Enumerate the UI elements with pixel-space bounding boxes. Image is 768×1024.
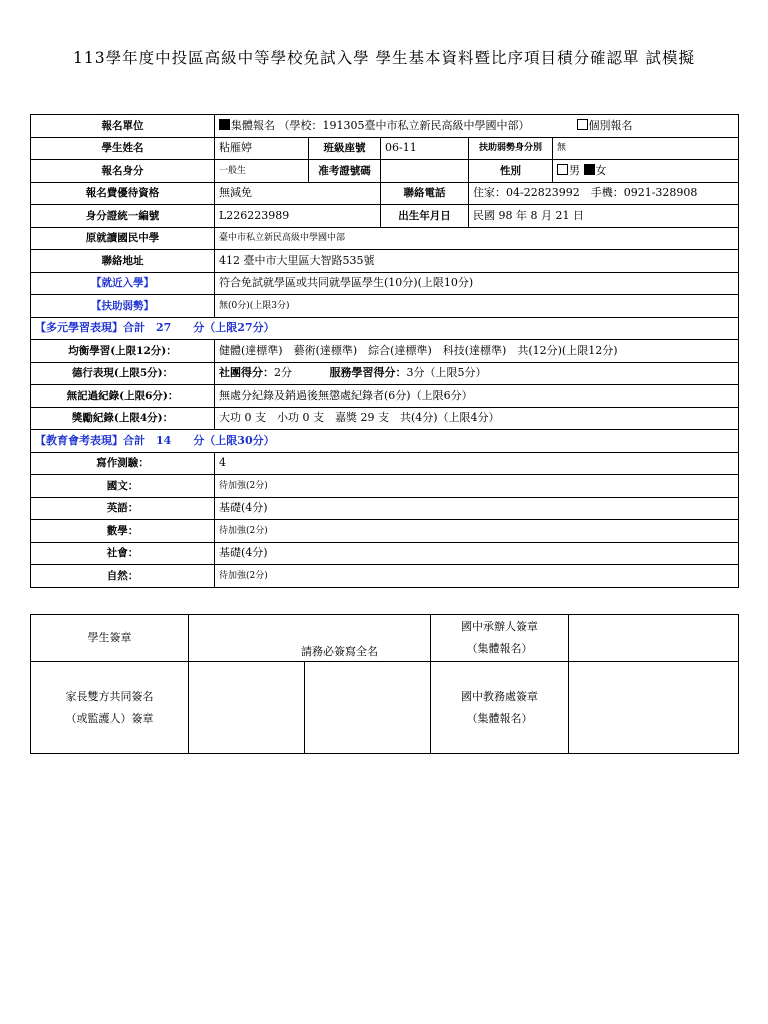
individual-label: 個別報名: [588, 119, 633, 133]
row-demerit: [31, 385, 739, 408]
male-label: 男: [569, 164, 580, 178]
handler-sign-line2: （集體報名）: [466, 642, 533, 655]
phone-value: 住家：04-22823992 手機：0921-328908: [469, 182, 739, 205]
handler-sign-line1: 國中承辦人簽章: [461, 620, 538, 633]
row-chinese: [31, 475, 739, 498]
conduct-label: 德行表現(上限5分)：: [31, 362, 215, 385]
balanced-label: 均衡學習(上限12分)：: [31, 340, 215, 363]
nearby-label: 【就近入學】: [31, 272, 215, 295]
row-parent-sign: [31, 662, 739, 754]
row-exam-header: [31, 430, 739, 453]
chinese-label: 國文：: [31, 475, 215, 498]
row-balanced: [31, 340, 739, 363]
diverse-header: 【多元學習表現】合計 27 分（上限27分）: [31, 317, 739, 340]
parent-sign-label: [31, 662, 189, 754]
individual-checkbox[interactable]: [577, 119, 588, 130]
row-id: [31, 205, 739, 228]
student-name-label: 學生姓名: [31, 137, 215, 160]
club-label: 社團得分：: [219, 366, 274, 380]
row-orig-school: [31, 227, 739, 250]
fee-label: 報名費優待資格: [31, 182, 215, 205]
address-label: 聯絡地址: [31, 250, 215, 273]
student-name-value: 粘雁婷: [215, 137, 309, 160]
parent-sign-line2: （或監護人）簽章: [65, 711, 154, 725]
reward-value: 大功 0 支 小功 0 支 嘉獎 29 支 共(4分)（上限4分）: [215, 407, 739, 430]
group-label: 集體報名: [231, 119, 275, 133]
social-label: 社會：: [31, 542, 215, 565]
parent-sign-line1: 家長雙方共同簽名: [65, 689, 154, 703]
science-value: 待加強(2分): [215, 565, 739, 588]
reward-label: 獎勵紀錄(上限4分)：: [31, 407, 215, 430]
male-checkbox[interactable]: [557, 164, 568, 175]
club-value: 2分: [274, 366, 292, 380]
disadv-label: 【扶助弱勢】: [31, 295, 215, 318]
fee-value: 無減免: [215, 182, 381, 205]
balanced-value: 健體(達標準) 藝術(達標準) 綜合(達標準) 科技(達標準) 共(12分)(上限12分): [215, 340, 739, 363]
office-sign-line1: 國中教務處簽章: [461, 689, 538, 703]
must-sign-note: 請務必簽寫全名: [301, 645, 378, 658]
id-value: L226223989: [215, 205, 381, 228]
class-seat-label: 班級座號: [309, 137, 381, 160]
row-student-name: [31, 137, 739, 160]
reg-identity-label: 報名身分: [31, 160, 215, 183]
handler-sign-label: [431, 615, 569, 662]
english-label: 英語：: [31, 497, 215, 520]
conduct-value: [215, 362, 739, 385]
office-sign-label: [431, 662, 569, 754]
service-label: 服務學習得分：: [329, 366, 407, 380]
reg-unit-label: 報名單位: [31, 115, 215, 138]
handler-sign-box[interactable]: [569, 615, 739, 662]
writing-label: 寫作測驗：: [31, 452, 215, 475]
english-value: 基礎(4分): [215, 497, 739, 520]
exam-header: 【教育會考表現】合計 14 分（上限30分）: [31, 430, 739, 453]
row-reg-identity: [31, 160, 739, 183]
row-english: [31, 497, 739, 520]
birth-value: 民國 98 年 8 月 21 日: [469, 205, 739, 228]
row-math: [31, 520, 739, 543]
math-label: 數學：: [31, 520, 215, 543]
school-text: （學校：191305臺中市私立新民高級中學國中部）: [278, 119, 530, 133]
row-social: [31, 542, 739, 565]
row-fee: [31, 182, 739, 205]
parent-sign-box-1[interactable]: [189, 662, 305, 754]
student-info-table: [30, 114, 739, 588]
row-reward: [31, 407, 739, 430]
math-value: 待加強(2分): [215, 520, 739, 543]
page-title: 113學年度中投區高級中等學校免試入學 學生基本資料暨比序項目積分確認單 試模擬: [73, 49, 695, 67]
student-sign-box[interactable]: [189, 615, 431, 662]
group-checkbox-checked[interactable]: [219, 119, 230, 130]
demerit-value: 無處分紀錄及銷過後無懲處紀錄者(6分)（上限6分）: [215, 385, 739, 408]
row-address: [31, 250, 739, 273]
disadv-identity-value: 無: [553, 137, 739, 160]
parent-sign-box-2[interactable]: [305, 662, 431, 754]
phone-label: 聯絡電話: [381, 182, 469, 205]
writing-value: 4: [215, 452, 739, 475]
row-science: [31, 565, 739, 588]
birth-label: 出生年月日: [381, 205, 469, 228]
female-checkbox-checked[interactable]: [584, 164, 595, 175]
orig-school-label: 原就讀國民中學: [31, 227, 215, 250]
ticket-label: 准考證號碼: [309, 160, 381, 183]
ticket-value: [381, 160, 469, 183]
row-student-sign: [31, 615, 739, 662]
gender-value: [553, 160, 739, 183]
row-disadv: [31, 295, 739, 318]
row-conduct: [31, 362, 739, 385]
reg-identity-value: 一般生: [215, 160, 309, 183]
reg-unit-value: [215, 115, 739, 138]
social-value: 基礎(4分): [215, 542, 739, 565]
disadv-value: 無(0分)(上限3分): [215, 295, 739, 318]
student-sign-label: 學生簽章: [31, 615, 189, 662]
office-sign-box[interactable]: [569, 662, 739, 754]
female-label: 女: [595, 164, 607, 178]
disadv-identity-label: 扶助弱勢身分別: [469, 137, 553, 160]
orig-school-value: 臺中市私立新民高級中學國中部: [215, 227, 739, 250]
science-label: 自然：: [31, 565, 215, 588]
address-value: 412 臺中市大里區大智路535號: [215, 250, 739, 273]
row-writing: [31, 452, 739, 475]
class-seat-value: 06-11: [381, 137, 469, 160]
row-reg-unit: [31, 115, 739, 138]
row-diverse-header: [31, 317, 739, 340]
gender-label: 性別: [469, 160, 553, 183]
chinese-value: 待加強(2分): [215, 475, 739, 498]
service-value: 3分（上限5分）: [406, 366, 487, 380]
row-nearby: [31, 272, 739, 295]
signature-table: [30, 614, 739, 754]
office-sign-line2: （集體報名）: [466, 711, 533, 725]
demerit-label: 無記過紀錄(上限6分)：: [31, 385, 215, 408]
nearby-value: 符合免試就學區或共同就學區學生(10分)(上限10分): [215, 272, 739, 295]
id-label: 身分證統一編號: [31, 205, 215, 228]
